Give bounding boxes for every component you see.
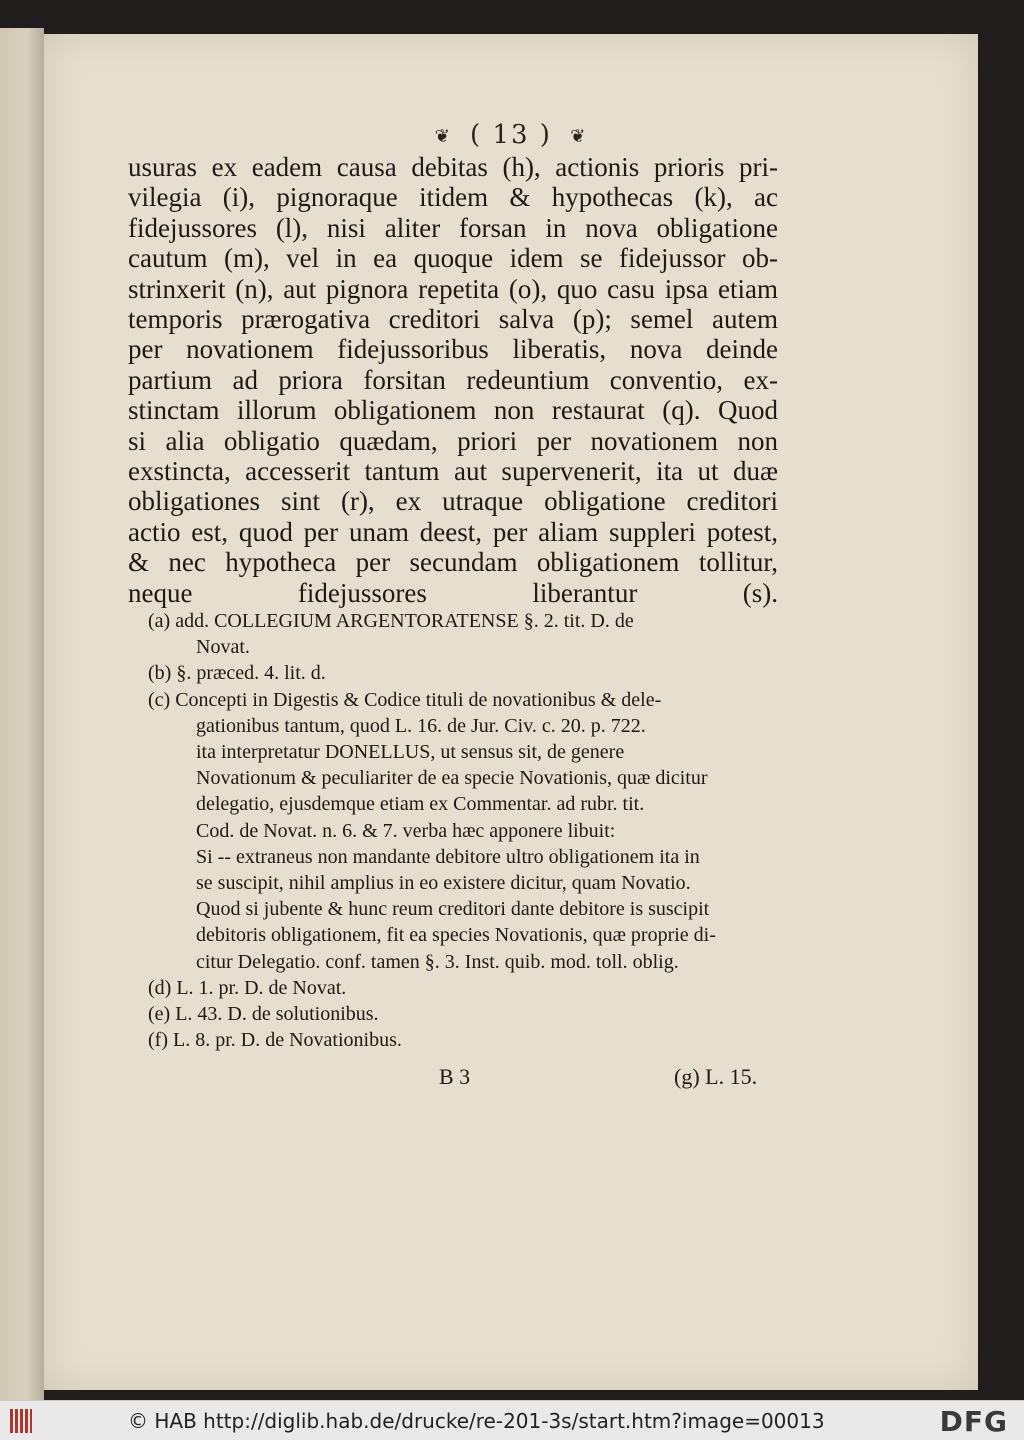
footnote-line: Quod si jubente & hunc reum creditori dante debitore is suscipit — [196, 898, 710, 921]
footnotes — [148, 608, 778, 1053]
footnote-line: (c) Concepti in Digestis & Codice tituli de novationibus & dele- — [148, 688, 662, 711]
text-line: partium ad priora forsitan redeuntium conventio, ex- — [128, 364, 778, 395]
footnote-line: citur Delegatio. conf. tamen §. 3. Inst. quib. mod. toll. oblig. — [196, 950, 679, 973]
text-line: vilegia (i), pignoraque itidem & hypothecas (k), ac — [128, 182, 778, 213]
footnote-line: Novationum & peculiariter de ea specie Novationis, quæ dicitur — [196, 767, 708, 790]
footnote-line: debitoris obligationem, fit ea species Novationis, quæ proprie di- — [196, 924, 716, 947]
signature-mark: B 3 — [439, 1064, 471, 1089]
previous-page-edge — [0, 28, 44, 1400]
footnote-line: Si -- extraneus non mandante debitore ultro obligationem ita in — [196, 845, 700, 868]
text-line: usuras ex eadem causa debitas (h), actionis prioris pri- — [128, 152, 778, 182]
hab-logo-icon — [10, 1409, 32, 1433]
footnote-line: (f) L. 8. pr. D. de Novationibus. — [148, 1029, 402, 1052]
footnote-line: delegatio, ejusdemque etiam ex Commentar. ad rubr. tit. — [196, 793, 645, 816]
footnote-line: Novat. — [196, 636, 250, 659]
text-line: & nec hypotheca per secundam obligationem tollitur, — [128, 547, 778, 578]
ornament-icon: ❦ — [434, 125, 452, 147]
ornament-icon: ❦ — [570, 125, 588, 147]
catchword: (g) L. 15. — [674, 1064, 758, 1089]
viewer-footer-bar — [0, 1400, 1024, 1440]
text-line: cautum (m), vel in ea quoque idem se fidejussor ob- — [128, 243, 778, 274]
text-line: obligationes sint (r), ex utraque obligatione creditori — [128, 486, 778, 517]
footnote-line: Cod. de Novat. n. 6. & 7. verba hæc apponere libuit: — [196, 819, 616, 842]
footnote-line: (e) L. 43. D. de solutionibus. — [148, 1003, 379, 1026]
page-number: ( 13 ) — [470, 120, 552, 150]
text-line: neque fidejussores liberantur (s). — [128, 577, 778, 608]
text-line: si alia obligatio quædam, priori per novationem non — [128, 425, 778, 456]
text-line: strinxerit (n), aut pignora repetita (o), quo casu ipsa etiam — [128, 273, 778, 304]
footnote-line: (a) add. COLLEGIUM ARGENTORATENSE §. 2. tit. D. de — [148, 610, 634, 632]
text-line: actio est, quod per unam deest, per aliam suppleri potest, — [128, 516, 778, 547]
text-line: temporis prærogativa creditori salva (p); semel autem — [128, 304, 778, 335]
footnote-line: (d) L. 1. pr. D. de Novat. — [148, 976, 347, 999]
text-line: stinctam illorum obligationem non restaurat (q). Quod — [128, 395, 778, 426]
footnote-line: se suscipit, nihil amplius in eo existere dicitur, quam Novatio. — [196, 872, 691, 895]
main-text — [128, 152, 778, 608]
footnote-line: gationibus tantum, quod L. 16. de Jur. Civ. c. 20. p. 722. — [196, 714, 646, 737]
text-line: per novationem fidejussoribus liberatis, nova deinde — [128, 334, 778, 365]
footnote-line: (b) §. præced. 4. lit. d. — [148, 662, 326, 685]
book-page — [44, 34, 978, 1390]
footnote-line: ita interpretatur DONELLUS, ut sensus sit, de genere — [196, 741, 625, 764]
dfg-logo: DFG — [939, 1405, 1008, 1438]
copyright-url[interactable]: © HAB http://diglib.hab.de/drucke/re-201-3s/start.htm?image=00013 — [128, 1409, 825, 1433]
page-header — [44, 120, 978, 150]
text-line: exstincta, accesserit tantum aut supervenerit, ita ut duæ — [128, 456, 778, 487]
text-line: fidejussores (l), nisi aliter forsan in nova obligatione — [128, 212, 778, 243]
